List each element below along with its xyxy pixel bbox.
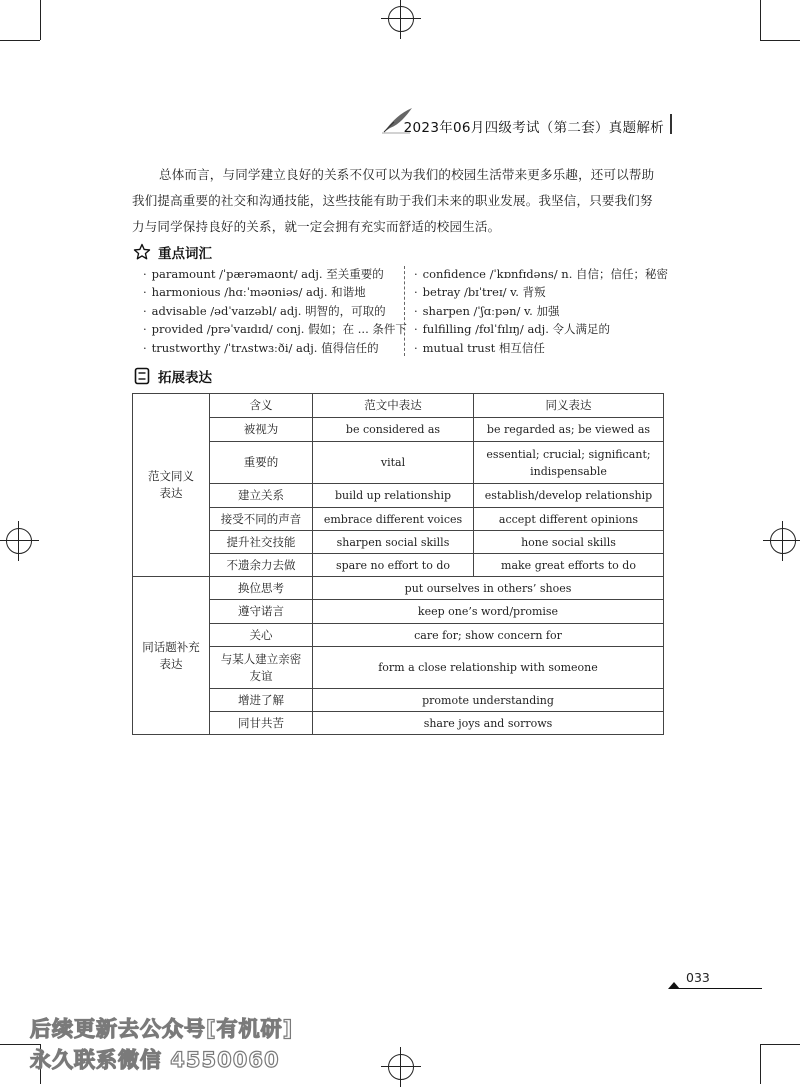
cell-essay: be considered as	[313, 418, 474, 442]
cell-meaning: 被视为	[210, 418, 313, 442]
group-label-synonyms	[133, 394, 210, 577]
cell-meaning: 不遗余力去做	[210, 554, 313, 577]
col-header-essay: 范文中表达	[313, 394, 474, 418]
table-row	[133, 600, 664, 624]
crop-mark	[40, 0, 41, 40]
cell-line: 与某人建立亲密	[220, 651, 302, 666]
cell-expression: care for; show concern for	[313, 624, 664, 647]
vocab-item: · provided /prəˈvaɪdɪd/ conj. 假如；在 ... 条件下	[143, 320, 407, 338]
vocab-divider	[404, 266, 405, 356]
expressions-title: 拓展表达	[158, 370, 212, 386]
cell-meaning	[210, 647, 313, 689]
vocab-item: · trustworthy /ˈtrʌstwɜːði/ adj. 值得信任的	[143, 339, 407, 357]
essay-paragraph: 总体而言，与同学建立良好的关系不仅可以为我们的校园生活带来更多乐趣，还可以帮助我们提高重要的社交和沟通技能，这些技能有助于我们未来的职业发展。我坚信，只要我们努力与同学保持良好的关系，就一定会拥有充实而舒适的校园生活。	[132, 167, 655, 234]
vocab-item: · sharpen /ˈʃɑːpən/ v. 加强	[414, 302, 668, 320]
group-label-line: 表达	[159, 486, 183, 500]
cell-synonym: accept different opinions	[474, 508, 664, 531]
cell-line: indispensable	[530, 464, 607, 478]
cell-expression: promote understanding	[313, 689, 664, 712]
cell-expression: share joys and sorrows	[313, 712, 664, 735]
registration-mark	[388, 6, 414, 32]
cell-meaning: 关心	[210, 624, 313, 647]
page-header	[380, 110, 672, 138]
cell-synonym	[474, 442, 664, 484]
crop-mark	[760, 40, 800, 41]
cell-meaning: 遵守诺言	[210, 600, 313, 624]
cell-meaning: 同甘共苦	[210, 712, 313, 735]
watermark-line-2: 永久联系微信 4550060	[30, 1048, 280, 1072]
table-row	[133, 531, 664, 554]
vocab-item: · harmonious /hɑːˈməʊniəs/ adj. 和谐地	[143, 283, 407, 301]
cell-expression: form a close relationship with someone	[313, 647, 664, 689]
cell-synonym: make great efforts to do	[474, 554, 664, 577]
registration-mark	[6, 528, 32, 554]
vocab-list-right	[414, 265, 668, 357]
col-header-synonym: 同义表达	[474, 394, 664, 418]
document-icon	[132, 366, 152, 386]
header-title: 2023年06月四级考试（第二套）真题解析	[403, 120, 664, 136]
page-number-area	[668, 968, 762, 990]
cell-line: essential; crucial; significant;	[486, 447, 651, 461]
table-row	[133, 577, 664, 600]
cell-synonym: hone social skills	[474, 531, 664, 554]
vocab-item: · fulfilling /fʊlˈfɪlɪŋ/ adj. 令人满足的	[414, 320, 668, 338]
watermark-line-1: 后续更新去公众号[有机研]	[30, 1017, 294, 1041]
crop-mark	[760, 1044, 761, 1084]
cell-essay: build up relationship	[313, 484, 474, 508]
table-header-row	[133, 394, 664, 418]
cell-expression: put ourselves in others’ shoes	[313, 577, 664, 600]
cell-essay: spare no effort to do	[313, 554, 474, 577]
table-row	[133, 484, 664, 508]
group-label-line: 范文同义	[148, 469, 194, 483]
vocab-item: · betray /bɪˈtreɪ/ v. 背叛	[414, 283, 668, 301]
cell-meaning: 重要的	[210, 442, 313, 484]
cell-essay: sharpen social skills	[313, 531, 474, 554]
table-row	[133, 442, 664, 484]
registration-mark	[388, 1054, 414, 1080]
vocab-item: · advisable /ədˈvaɪzəbl/ adj. 明智的，可取的	[143, 302, 407, 320]
cell-meaning: 换位思考	[210, 577, 313, 600]
expressions-heading	[132, 366, 212, 386]
cell-meaning: 接受不同的声音	[210, 508, 313, 531]
table-row	[133, 624, 664, 647]
table-row	[133, 689, 664, 712]
crop-mark	[760, 1044, 800, 1045]
col-header-meaning: 含义	[210, 394, 313, 418]
page-number: 033	[686, 970, 710, 985]
cell-synonym: establish/develop relationship	[474, 484, 664, 508]
cell-essay: vital	[313, 442, 474, 484]
crop-mark	[760, 0, 761, 40]
vocab-item: · paramount /ˈpærəmaʊnt/ adj. 至关重要的	[143, 265, 407, 283]
vocab-list-left	[143, 265, 407, 357]
header-bar	[670, 114, 672, 134]
table-row	[133, 418, 664, 442]
group-label-line: 同话题补充	[142, 639, 200, 654]
table-row	[133, 554, 664, 577]
page-number-rule	[678, 988, 762, 989]
cell-meaning: 增进了解	[210, 689, 313, 712]
expressions-table	[132, 393, 664, 735]
vocab-heading	[132, 242, 212, 262]
cell-meaning: 提升社交技能	[210, 531, 313, 554]
vocab-title: 重点词汇	[158, 246, 212, 262]
vocab-item: · mutual trust 相互信任	[414, 339, 668, 357]
crop-mark	[0, 40, 40, 41]
table-row	[133, 712, 664, 735]
vocab-item: · confidence /ˈkɒnfɪdəns/ n. 自信；信任；秘密	[414, 265, 668, 283]
table-row	[133, 647, 664, 689]
table-row	[133, 508, 664, 531]
cell-expression: keep one’s word/promise	[313, 600, 664, 624]
group-label-line: 表达	[159, 656, 183, 671]
cell-essay: embrace different voices	[313, 508, 474, 531]
star-icon	[132, 242, 152, 262]
cell-meaning: 建立关系	[210, 484, 313, 508]
group-label-supplement	[133, 577, 210, 735]
registration-mark	[770, 528, 796, 554]
cell-line: 友谊	[249, 668, 273, 683]
cell-synonym: be regarded as; be viewed as	[474, 418, 664, 442]
